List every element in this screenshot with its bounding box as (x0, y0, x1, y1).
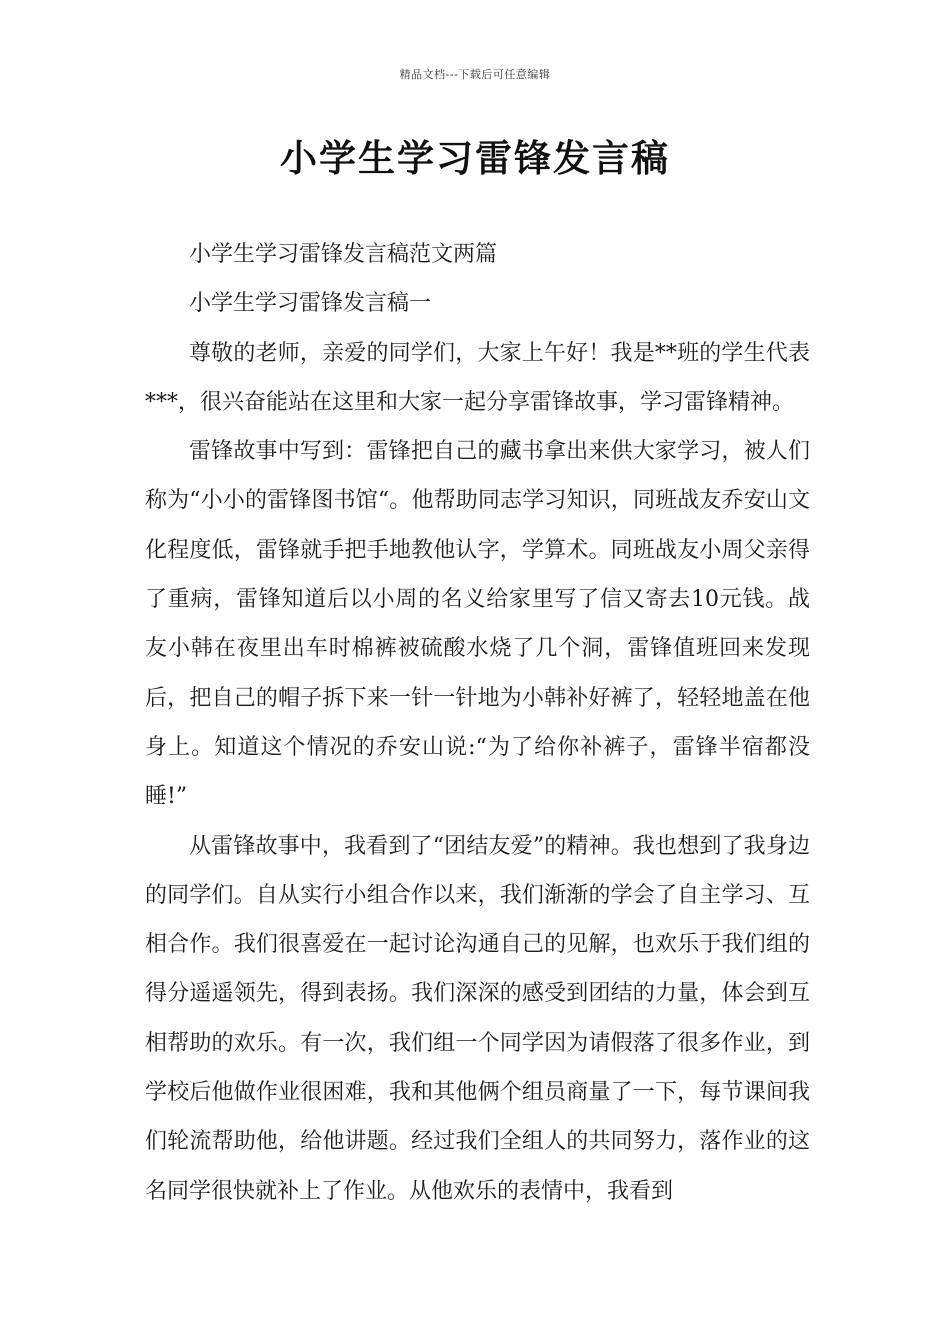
document-body (145, 230, 810, 1216)
paragraph-story: 雷锋故事中写到：雷锋把自己的藏书拿出来供大家学习，被人们称为“小小的雷锋图书馆“。他帮助同志学习知识，同班战友乔安山文化程度低，雷锋就手把手地教他认字，学算术。同班战友小周父亲得了重病，雷锋知道后以小周的名义给家里写了信又寄去10元钱。战友小韩在夜里出车时棉裤被硫酸水烧了几个洞，雷锋值班回来发现后，把自己的帽子拆下来一针一针地为小韩补好裤了，轻轻地盖在他身上。知道这个情况的乔安山说:“为了给你补裤子，雷锋半宿都没睡!” (145, 439, 810, 810)
paragraph-reflection: 从雷锋故事中，我看到了“团结友爱”的精神。我也想到了我身边的同学们。自从实行小组合作以来，我们渐渐的学会了自主学习、互相合作。我们很喜爱在一起讨论沟通自己的见解，也欢乐于我们组的得分遥遥领先，得到表扬。我们深深的感受到团结的力量，体会到互相帮助的欢乐。有一次，我们组一个同学因为请假落了很多作业，到学校后他做作业很困难，我和其他俩个组员商量了一下，每节课间我们轮流帮助他，给他讲题。经过我们全组人的共同努力，落作业的这名同学很快就补上了作业。从他欢乐的表情中，我看到 (145, 833, 810, 1204)
paragraph-section-heading: 小学生学习雷锋发言稿一 (189, 291, 432, 317)
paragraph-subtitle: 小学生学习雷锋发言稿范文两篇 (189, 242, 498, 267)
document-title: 小学生学习雷锋发言稿 (280, 137, 670, 180)
page-header: 精品文档---下载后可任意编辑 (399, 68, 551, 81)
paragraph-greeting: 尊敬的老师，亲爱的同学们，大家上午好！我是**班的学生代表***，很兴奋能站在这里和大家一起分享雷锋故事，学习雷锋精神。 (145, 340, 810, 415)
